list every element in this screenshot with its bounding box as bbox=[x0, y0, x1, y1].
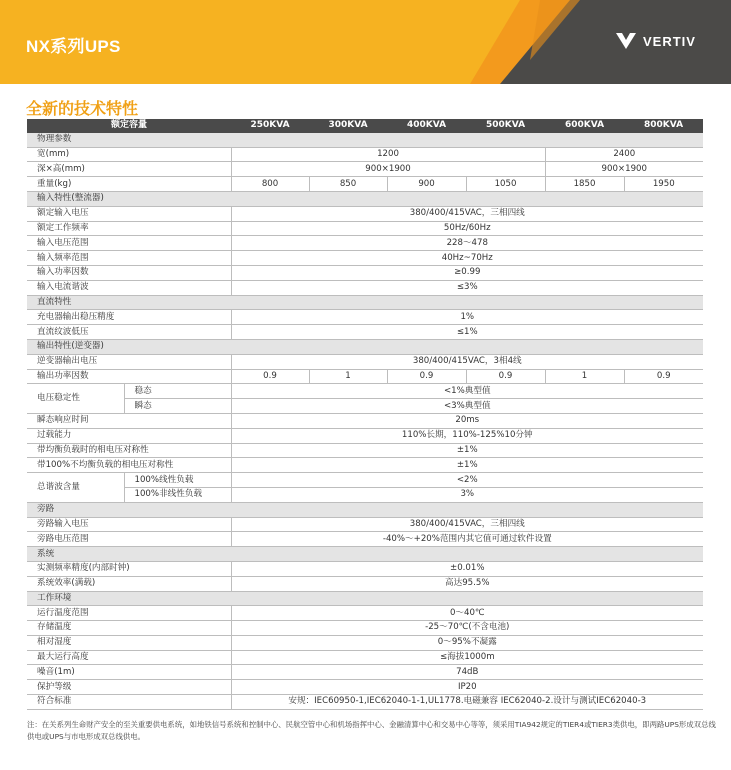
spec-value: ≤1% bbox=[231, 325, 703, 340]
spec-value: 1% bbox=[231, 310, 703, 325]
spec-row bbox=[27, 236, 703, 251]
spec-row bbox=[27, 561, 703, 576]
section-label: 旁路 bbox=[27, 502, 703, 517]
spec-value: 0～40℃ bbox=[231, 606, 703, 621]
spec-row bbox=[27, 206, 703, 221]
header-800kva: 800KVA bbox=[624, 119, 703, 133]
section-row bbox=[27, 191, 703, 206]
spec-label: 充电器输出稳压精度 bbox=[27, 310, 231, 325]
spec-value: ±0.01% bbox=[231, 561, 703, 576]
spec-row bbox=[27, 310, 703, 325]
spec-value: 380/400/415VAC，三相四线 bbox=[231, 517, 703, 532]
spec-row bbox=[27, 650, 703, 665]
spec-label: 输入电压范围 bbox=[27, 236, 231, 251]
spec-label: 系统效率(满载) bbox=[27, 576, 231, 591]
header-600kva: 600KVA bbox=[545, 119, 624, 133]
footnote: 注：在关系列生命财产安全的至关重要供电系统，如地铁信号系统和控制中心、民航空管中心和机场指挥中心、金融清算中心和交易中心等等，须采用TIA942规定的TIER4或TIER3类供电，即两路UPS形成双总线供电或UPS与市电形成双总线供电。 bbox=[27, 720, 716, 741]
spec-value: -40%～+20%范围内其它值可通过软件设置 bbox=[231, 532, 703, 547]
header-300kva: 300KVA bbox=[309, 119, 387, 133]
spec-value: ≥0.99 bbox=[231, 265, 703, 280]
spec-row bbox=[27, 665, 703, 680]
spec-label: 带均衡负载时的相电压对称性 bbox=[27, 443, 231, 458]
spec-label: 最大运行高度 bbox=[27, 650, 231, 665]
spec-label: 过载能力 bbox=[27, 428, 231, 443]
spec-value: 380/400/415VAC，三相四线 bbox=[231, 206, 703, 221]
spec-label: 带100%不均衡负载的相电压对称性 bbox=[27, 458, 231, 473]
vertiv-logo bbox=[615, 31, 696, 51]
spec-value: 0～95%不凝露 bbox=[231, 635, 703, 650]
spec-value: 安规：IEC60950-1,IEC62040-1-1,UL1778.电磁兼容 IEC62040-2.设计与测试IEC62040-3 bbox=[231, 695, 703, 710]
section-row bbox=[27, 295, 703, 310]
spec-value: 850 bbox=[309, 177, 387, 192]
section-row bbox=[27, 591, 703, 606]
spec-row bbox=[27, 680, 703, 695]
spec-table bbox=[27, 119, 703, 710]
spec-label: 额定工作频率 bbox=[27, 221, 231, 236]
spec-row bbox=[27, 443, 703, 458]
spec-value: 800 bbox=[231, 177, 309, 192]
spec-label: 符合标准 bbox=[27, 695, 231, 710]
spec-value: ±1% bbox=[231, 443, 703, 458]
spec-table-body bbox=[27, 133, 703, 710]
section-row bbox=[27, 547, 703, 562]
spec-value: 20ms bbox=[231, 413, 703, 428]
spec-value: 3% bbox=[231, 487, 703, 502]
spec-value: 110%长期，110%-125%10分钟 bbox=[231, 428, 703, 443]
spec-value: <2% bbox=[231, 473, 703, 488]
spec-label: 额定输入电压 bbox=[27, 206, 231, 221]
spec-label: 实测频率精度(内部时钟) bbox=[27, 561, 231, 576]
spec-value: 900×1900 bbox=[231, 162, 545, 177]
spec-value: IP20 bbox=[231, 680, 703, 695]
spec-row bbox=[27, 606, 703, 621]
spec-sub-label: 100%线性负载 bbox=[124, 473, 231, 488]
spec-row bbox=[27, 695, 703, 710]
spec-row bbox=[27, 147, 703, 162]
spec-label: 输入频率范围 bbox=[27, 251, 231, 266]
spec-row bbox=[27, 354, 703, 369]
spec-value: 74dB bbox=[231, 665, 703, 680]
spec-label: 深×高(mm) bbox=[27, 162, 231, 177]
spec-row bbox=[27, 384, 703, 399]
spec-value: 1 bbox=[545, 369, 624, 384]
spec-value: 1950 bbox=[624, 177, 703, 192]
spec-value: 1850 bbox=[545, 177, 624, 192]
spec-value: 0.9 bbox=[624, 369, 703, 384]
spec-row bbox=[27, 177, 703, 192]
spec-value: 900×1900 bbox=[545, 162, 703, 177]
spec-value: -25～70℃(不含电池) bbox=[231, 621, 703, 636]
spec-label: 输入功率因数 bbox=[27, 265, 231, 280]
spec-row bbox=[27, 487, 703, 502]
spec-value: ±1% bbox=[231, 458, 703, 473]
spec-sub-label: 100%非线性负载 bbox=[124, 487, 231, 502]
spec-row bbox=[27, 251, 703, 266]
spec-value: 1050 bbox=[466, 177, 545, 192]
spec-value: <3%典型值 bbox=[231, 399, 703, 414]
spec-value: 2400 bbox=[545, 147, 703, 162]
section-row bbox=[27, 502, 703, 517]
section-label: 物理参数 bbox=[27, 133, 703, 147]
spec-value: 228～478 bbox=[231, 236, 703, 251]
spec-table-header bbox=[27, 119, 703, 133]
spec-value: 1 bbox=[309, 369, 387, 384]
spec-label: 重量(kg) bbox=[27, 177, 231, 192]
spec-label: 逆变器输出电压 bbox=[27, 354, 231, 369]
spec-label: 旁路输入电压 bbox=[27, 517, 231, 532]
spec-row bbox=[27, 369, 703, 384]
spec-row bbox=[27, 576, 703, 591]
spec-label: 瞬态响应时间 bbox=[27, 413, 231, 428]
spec-row bbox=[27, 399, 703, 414]
brand-name: VERTIV bbox=[643, 33, 696, 49]
vertiv-logo-icon bbox=[615, 31, 637, 51]
spec-value: 0.9 bbox=[387, 369, 466, 384]
spec-row bbox=[27, 162, 703, 177]
spec-label: 旁路电压范围 bbox=[27, 532, 231, 547]
spec-row bbox=[27, 265, 703, 280]
spec-value: <1%典型值 bbox=[231, 384, 703, 399]
section-label: 系统 bbox=[27, 547, 703, 562]
spec-row bbox=[27, 413, 703, 428]
spec-value: 380/400/415VAC，3相4线 bbox=[231, 354, 703, 369]
spec-value: 900 bbox=[387, 177, 466, 192]
spec-row bbox=[27, 428, 703, 443]
spec-label: 相对湿度 bbox=[27, 635, 231, 650]
spec-group-label: 总谐波含量 bbox=[27, 473, 124, 503]
header-banner bbox=[0, 0, 731, 84]
section-label: 输出特性(逆变器) bbox=[27, 339, 703, 354]
spec-label: 宽(mm) bbox=[27, 147, 231, 162]
section-label: 直流特性 bbox=[27, 295, 703, 310]
spec-row bbox=[27, 325, 703, 340]
spec-row bbox=[27, 458, 703, 473]
spec-label: 保护等级 bbox=[27, 680, 231, 695]
spec-label: 直流纹波低压 bbox=[27, 325, 231, 340]
spec-value: 0.9 bbox=[466, 369, 545, 384]
spec-value: 50Hz/60Hz bbox=[231, 221, 703, 236]
spec-sub-label: 稳态 bbox=[124, 384, 231, 399]
header-rated-capacity: 额定容量 bbox=[27, 119, 231, 133]
section-label: 输入特性(整流器) bbox=[27, 191, 703, 206]
spec-value: 1200 bbox=[231, 147, 545, 162]
spec-label: 输入电流谐波 bbox=[27, 280, 231, 295]
spec-row bbox=[27, 532, 703, 547]
spec-label: 运行温度范围 bbox=[27, 606, 231, 621]
spec-row bbox=[27, 635, 703, 650]
section-label: 工作环境 bbox=[27, 591, 703, 606]
spec-value: 0.9 bbox=[231, 369, 309, 384]
spec-row bbox=[27, 473, 703, 488]
spec-label: 存储温度 bbox=[27, 621, 231, 636]
spec-row bbox=[27, 621, 703, 636]
spec-value: ≤3% bbox=[231, 280, 703, 295]
spec-row bbox=[27, 221, 703, 236]
section-row bbox=[27, 339, 703, 354]
header-400kva: 400KVA bbox=[387, 119, 466, 133]
header-250kva: 250KVA bbox=[231, 119, 309, 133]
spec-value: 高达95.5% bbox=[231, 576, 703, 591]
spec-value: 40Hz~70Hz bbox=[231, 251, 703, 266]
spec-row bbox=[27, 517, 703, 532]
spec-label: 输出功率因数 bbox=[27, 369, 231, 384]
spec-row bbox=[27, 280, 703, 295]
product-series-title: NX系列UPS bbox=[26, 37, 121, 56]
header-500kva: 500KVA bbox=[466, 119, 545, 133]
spec-group-label: 电压稳定性 bbox=[27, 384, 124, 414]
spec-sub-label: 瞬态 bbox=[124, 399, 231, 414]
section-row bbox=[27, 133, 703, 147]
spec-value: ≤海拔1000m bbox=[231, 650, 703, 665]
spec-label: 噪音(1m) bbox=[27, 665, 231, 680]
section-title: 全新的技术特性 bbox=[26, 99, 139, 118]
